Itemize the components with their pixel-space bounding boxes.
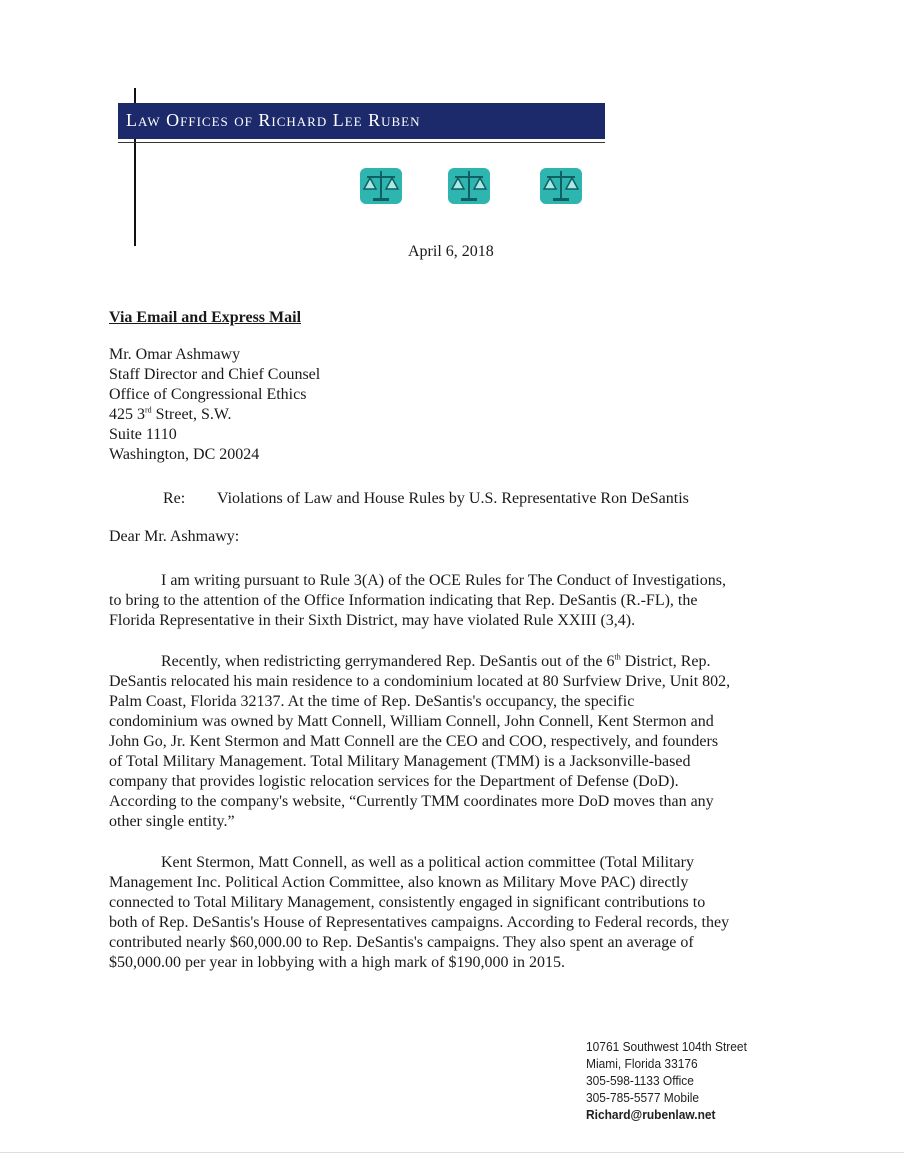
paragraph-line: I am writing pursuant to Rule 3(A) of the OCE Rules for The Conduct of Investigations, [161, 572, 726, 589]
paragraph-line: Palm Coast, Florida 32137. At the time of Rep. DeSantis's occupancy, the specific [109, 693, 635, 710]
paragraph-line: Florida Representative in their Sixth District, may have violated Rule XXIII (3,4). [109, 612, 636, 629]
paragraph-line: $50,000.00 per year in lobbying with a high mark of $190,000 in 2015. [109, 954, 565, 971]
paragraph-line: Management Inc. Political Action Committee, also known as Military Move PAC) directly [109, 874, 689, 891]
scales-of-justice-icon [447, 167, 491, 205]
body-paragraph-1 [109, 571, 809, 631]
paragraph-line: condominium was owned by Matt Connell, William Connell, John Connell, Kent Stermon and [109, 713, 714, 730]
recipient-city: Washington, DC 20024 [109, 446, 260, 463]
letterhead-underline [118, 142, 605, 143]
body-paragraph-2 [109, 652, 809, 832]
re-subject: Violations of Law and House Rules by U.S. Representative Ron DeSantis [217, 490, 689, 507]
recipient-suite: Suite 1110 [109, 426, 177, 443]
salutation: Dear Mr. Ashmawy: [109, 528, 240, 545]
page-bottom-divider [0, 1152, 904, 1153]
paragraph-line: contributed nearly $60,000.00 to Rep. DeSantis's campaigns. They also spent an average of [109, 934, 694, 951]
recipient-office: Office of Congressional Ethics [109, 386, 307, 403]
footer-city: Miami, Florida 33176 [586, 1056, 698, 1071]
paragraph-line: connected to Total Military Management, consistently engaged in significant contributions to [109, 894, 706, 911]
paragraph-line: both of Rep. DeSantis's House of Representatives campaigns. According to Federal records, they [109, 914, 730, 931]
body-paragraph-3 [109, 853, 809, 973]
paragraph-line: to bring to the attention of the Office Information indicating that Rep. DeSantis (R.-FL), the [109, 592, 698, 609]
footer-contact [586, 1038, 747, 1123]
paragraph-line: DeSantis relocated his main residence to a condominium located at 80 Surfview Drive, Unit 802, [109, 673, 731, 690]
letter-date: April 6, 2018 [408, 243, 494, 260]
footer-mobile-phone: 305-785-5577 Mobile [586, 1090, 700, 1105]
firm-name: Law Offices of Richard Lee Ruben [126, 110, 421, 130]
paragraph-line: John Go, Jr. Kent Stermon and Matt Connell are the CEO and COO, respectively, and founders [109, 733, 719, 750]
paragraph-line: of Total Military Management. Total Military Management (TMM) is a Jacksonville-based [109, 753, 691, 770]
scales-of-justice-icon [539, 167, 583, 205]
footer-street: 10761 Southwest 104th Street [586, 1039, 747, 1054]
footer-email-link[interactable]: Richard@rubenlaw.net [586, 1107, 716, 1122]
re-label: Re: [163, 490, 186, 507]
paragraph-line: Recently, when redistricting gerrymandered Rep. DeSantis out of the 6th District, Rep. [161, 652, 711, 670]
paragraph-line: company that provides logistic relocation services for the Department of Defense (DoD). [109, 773, 679, 790]
delivery-method: Via Email and Express Mail [109, 309, 302, 326]
paragraph-line: other single entity.” [109, 813, 235, 830]
paragraph-line: According to the company's website, “Currently TMM coordinates more DoD moves than any [109, 793, 714, 810]
paragraph-line: Kent Stermon, Matt Connell, as well as a political action committee (Total Military [161, 854, 694, 871]
recipient-name: Mr. Omar Ashmawy [109, 346, 241, 363]
recipient-street: 425 3rd Street, S.W. [109, 405, 232, 423]
footer-office-phone: 305-598-1133 Office [586, 1073, 694, 1088]
recipient-address [109, 345, 320, 465]
recipient-title: Staff Director and Chief Counsel [109, 366, 321, 383]
scales-of-justice-icon [359, 167, 403, 205]
